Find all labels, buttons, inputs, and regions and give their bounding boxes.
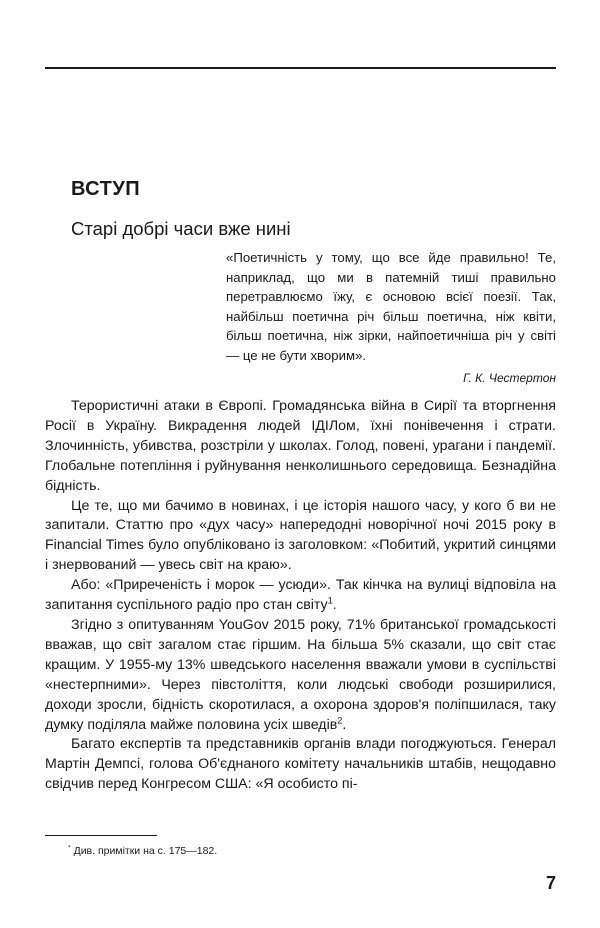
chapter-subheading: Старі добрі часи вже нині: [71, 218, 291, 239]
top-rule: [45, 67, 556, 69]
footnote-ref: 2: [337, 714, 343, 725]
paragraph-text: Або: «Приреченість і морок — усюди». Так кінчка на вулиці відповіла на запитання суспільного радіо про стан світу: [45, 577, 556, 614]
footnote-rule: [45, 835, 157, 836]
paragraph: [45, 735, 556, 795]
paragraph: [45, 497, 556, 577]
paragraph-text: Це те, що ми бачимо в новинах, і це історія нашого часу, у кого б ви не запитали. Статтю про «дух часу» напередодні новорічної ночі 2015 року в Financial Times було опубліковано із заголовком: «Побитий, укритий синцями і знервований — увесь світ на краю».: [45, 497, 556, 574]
chapter-heading: ВСТУП: [71, 178, 141, 200]
footnote-ref: 1: [327, 595, 333, 606]
paragraph: Або: «Приреченість і морок — усюди». Так кінчка на вулиці відповіла на запитання суспільного радіо про стан світу$^1$.: [45, 577, 556, 614]
body-text: [45, 397, 556, 795]
epigraph-author: Г. К. Честертон: [463, 371, 556, 385]
paragraph-text: Багато експертів та представників органів влади погоджуються. Генерал Мартін Демпсі, голова Об'єднаного комітету начальників штабів, нещодавно свідчив перед Конгресом США: «Я особисто пі-: [45, 736, 556, 793]
epigraph-quote: «Поетичність у тому, що все йде правильно! Те, наприклад, що ми в патемній тиші правильно перетравлюємо їжу, є основою всієї поезії. Так, найбільш поетична річ більш поетична, ніж квіти, більш поетична, ніж зірки, найпоетичніша річ у світі — це не бути хворим».: [226, 250, 556, 363]
footnote-text: Див. примітки на с. 175—182.: [73, 845, 218, 857]
page-number: 7: [545, 873, 556, 893]
footnote: [68, 845, 217, 857]
paragraph-text: Терористичні атаки в Європі. Громадянська війна в Сирії та вторгнення Росії в Україну. Викрадення людей ІДІЛом, їхні понівечення і страти. Злочинність, убивства, розстріли у школах. Голод, повені, урагани і пандемії. Глобальне потепління і руйнування ненколишнього середовища. Безнадійна бідність.: [45, 398, 556, 494]
paragraph-text: Згідно з опитуванням YouGov 2015 року, 71% британської громадськості вважав, що світ загалом стає гіршим. На більша 5% сказали, що світ стає кращим. У 1955-му 13% шведського населення вважали умови в суспільстві «нестерпними». Через півстоліття, коли людські свободи розширилися, доходи зросли, бідність скоротилася, а охорона здоров'я поліпшилася, таку думку поділяла майже половина усіх шведів: [45, 616, 556, 733]
paragraph: [45, 397, 556, 497]
paragraph: Згідно з опитуванням YouGov 2015 року, 71% британської громадськості вважав, що світ загалом стає гіршим. На більша 5% сказали, що світ стає кращим. У 1955-му 13% шведського населення вважали умови в суспільстві «нестерпними». Через півстоліття, коли людські свободи розширилися, доходи зросли, бідність скоротилася, а охорона здоров'я поліпшилася, таку думку поділяла майже половина усіх шведів$^2$.: [45, 616, 556, 733]
epigraph: [226, 248, 556, 389]
footnote-mark: *: [68, 844, 71, 852]
